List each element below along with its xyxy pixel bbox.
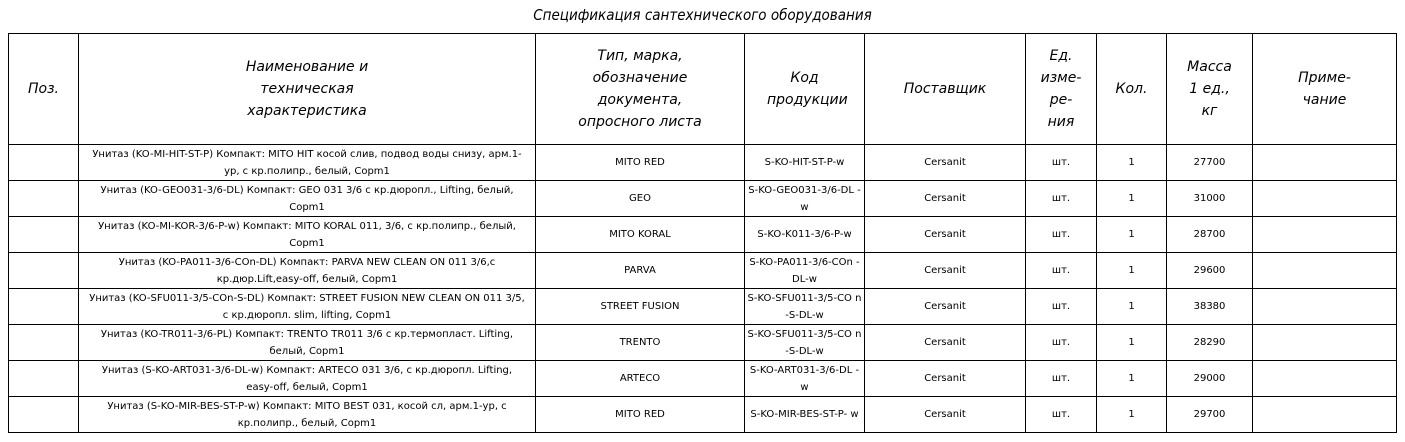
cell-mass: 31000 bbox=[1167, 181, 1253, 217]
cell-unit: шт. bbox=[1026, 145, 1097, 181]
cell-code bbox=[745, 217, 865, 253]
cell-code bbox=[745, 289, 865, 325]
cell-unit: шт. bbox=[1026, 289, 1097, 325]
cell-type: MITO KORAL bbox=[536, 217, 745, 253]
cell-mass: 27700 bbox=[1167, 145, 1253, 181]
header-pos: Поз. bbox=[9, 34, 79, 145]
cell-pos bbox=[9, 325, 79, 361]
cell-pos bbox=[9, 289, 79, 325]
header-unit bbox=[1026, 34, 1097, 145]
cell-mass: 28290 bbox=[1167, 325, 1253, 361]
cell-code bbox=[745, 145, 865, 181]
cell-qty: 1 bbox=[1097, 145, 1167, 181]
cell-name: Унитаз (KO-TR011-3/6-PL) Компакт: TRENTO TR011 3/6 с кр.термопласт. Lifting, белый, Copm1 bbox=[79, 325, 536, 361]
cell-type: PARVA bbox=[536, 253, 745, 289]
cell-qty: 1 bbox=[1097, 361, 1167, 397]
cell-unit: шт. bbox=[1026, 325, 1097, 361]
cell-pos bbox=[9, 181, 79, 217]
cell-supplier: Cersanit bbox=[865, 289, 1026, 325]
cell-code bbox=[745, 181, 865, 217]
table-row bbox=[9, 217, 1397, 253]
cell-pos bbox=[9, 145, 79, 181]
cell-note bbox=[1253, 289, 1397, 325]
header-unit-text: Ед. изме- ре- ния bbox=[1040, 48, 1082, 130]
cell-code-text: S-KO-K011-3/6-P-w bbox=[757, 229, 852, 240]
header-name bbox=[79, 34, 536, 145]
cell-pos bbox=[9, 253, 79, 289]
cell-name: Унитаз (S-KO-ART031-3/6-DL-w) Компакт: ARTECO 031 3/6, с кр.дюропл. Lifting, easy-off, белый, Copm1 bbox=[79, 361, 536, 397]
cell-code-text: S-KO-SFU011-3/5-CO n-S-DL-w bbox=[747, 292, 862, 321]
cell-note bbox=[1253, 361, 1397, 397]
cell-mass: 29000 bbox=[1167, 361, 1253, 397]
page-title: Спецификация сантехнического оборудования bbox=[533, 6, 872, 24]
cell-code bbox=[745, 361, 865, 397]
cell-note bbox=[1253, 145, 1397, 181]
cell-unit: шт. bbox=[1026, 181, 1097, 217]
cell-code bbox=[745, 253, 865, 289]
cell-qty: 1 bbox=[1097, 397, 1167, 433]
header-supplier: Поставщик bbox=[865, 34, 1026, 145]
table-row bbox=[9, 289, 1397, 325]
cell-code-text: S-KO-HIT-ST-P-w bbox=[764, 157, 845, 168]
cell-supplier: Cersanit bbox=[865, 145, 1026, 181]
cell-supplier: Cersanit bbox=[865, 217, 1026, 253]
header-note bbox=[1253, 34, 1397, 145]
cell-code-text: S-KO-ART031-3/6-DL -w bbox=[749, 364, 860, 393]
header-mass-text: Масса 1 ед., кг bbox=[1187, 59, 1232, 119]
cell-type: TRENTO bbox=[536, 325, 745, 361]
header-type bbox=[536, 34, 745, 145]
cell-note bbox=[1253, 181, 1397, 217]
cell-name: Унитаз (S-KO-MIR-BES-ST-P-w) Компакт: MITO BEST 031, косой сл, арм.1-ур, с кр.полипр., белый, Copm1 bbox=[79, 397, 536, 433]
cell-name: Унитаз (KO-PA011-3/6-COn-DL) Компакт: PARVA NEW CLEAN ON 011 3/6,с кр.дюр.Lift,easy-off, белый, Copm1 bbox=[79, 253, 536, 289]
cell-supplier: Cersanit bbox=[865, 397, 1026, 433]
cell-qty: 1 bbox=[1097, 289, 1167, 325]
cell-supplier: Cersanit bbox=[865, 181, 1026, 217]
cell-code bbox=[745, 325, 865, 361]
table-row bbox=[9, 145, 1397, 181]
cell-supplier: Cersanit bbox=[865, 361, 1026, 397]
cell-note bbox=[1253, 217, 1397, 253]
cell-code bbox=[745, 397, 865, 433]
cell-note bbox=[1253, 325, 1397, 361]
cell-unit: шт. bbox=[1026, 217, 1097, 253]
cell-unit: шт. bbox=[1026, 253, 1097, 289]
cell-mass: 28700 bbox=[1167, 217, 1253, 253]
cell-mass: 29600 bbox=[1167, 253, 1253, 289]
cell-name: Унитаз (KO-GEO031-3/6-DL) Компакт: GEO 031 3/6 с кр.дюропл., Lifting, белый, Copm1 bbox=[79, 181, 536, 217]
cell-qty: 1 bbox=[1097, 181, 1167, 217]
table-row bbox=[9, 181, 1397, 217]
table-header-row bbox=[9, 34, 1397, 145]
cell-type: ARTECO bbox=[536, 361, 745, 397]
header-name-text: Наименование и техническая характеристика bbox=[245, 59, 369, 119]
cell-code-text: S-KO-SFU011-3/5-CO n-S-DL-w bbox=[747, 328, 862, 357]
cell-name: Унитаз (KO-SFU011-3/5-COn-S-DL) Компакт: STREET FUSION NEW CLEAN ON 011 3/5, с кр.дюропл. slim, lifting, Copm1 bbox=[79, 289, 536, 325]
cell-note bbox=[1253, 253, 1397, 289]
cell-code-text: S-KO-MIR-BES-ST-P- w bbox=[750, 409, 859, 420]
cell-unit: шт. bbox=[1026, 397, 1097, 433]
table-row bbox=[9, 397, 1397, 433]
cell-name: Унитаз (KO-MI-HIT-ST-P) Компакт: MITO HIT косой слив, подвод воды снизу, арм.1-ур, с кр.полипр., белый, Copm1 bbox=[79, 145, 536, 181]
table-row bbox=[9, 361, 1397, 397]
cell-type: STREET FUSION bbox=[536, 289, 745, 325]
specification-table bbox=[8, 33, 1397, 433]
cell-mass: 38380 bbox=[1167, 289, 1253, 325]
cell-pos bbox=[9, 397, 79, 433]
header-mass bbox=[1167, 34, 1253, 145]
cell-note bbox=[1253, 397, 1397, 433]
cell-code-text: S-KO-GEO031-3/6-DL -w bbox=[748, 184, 861, 213]
cell-unit: шт. bbox=[1026, 361, 1097, 397]
header-qty: Кол. bbox=[1097, 34, 1167, 145]
table-row bbox=[9, 325, 1397, 361]
header-code-text: Код продукции bbox=[767, 70, 848, 108]
cell-supplier: Cersanit bbox=[865, 325, 1026, 361]
cell-qty: 1 bbox=[1097, 253, 1167, 289]
cell-type: GEO bbox=[536, 181, 745, 217]
header-note-text: Приме- чание bbox=[1298, 70, 1351, 108]
table-row bbox=[9, 253, 1397, 289]
cell-type: MITO RED bbox=[536, 145, 745, 181]
cell-pos bbox=[9, 361, 79, 397]
cell-qty: 1 bbox=[1097, 325, 1167, 361]
cell-pos bbox=[9, 217, 79, 253]
cell-qty: 1 bbox=[1097, 217, 1167, 253]
cell-name: Унитаз (KO-MI-KOR-3/6-P-w) Компакт: MITO KORAL 011, 3/6, с кр.полипр., белый, Copm1 bbox=[79, 217, 536, 253]
header-code bbox=[745, 34, 865, 145]
cell-supplier: Cersanit bbox=[865, 253, 1026, 289]
cell-mass: 29700 bbox=[1167, 397, 1253, 433]
cell-code-text: S-KO-PA011-3/6-COn -DL-w bbox=[749, 256, 860, 285]
header-type-text: Тип, марка, обозначение документа, опросного листа bbox=[578, 48, 702, 130]
cell-type: MITO RED bbox=[536, 397, 745, 433]
